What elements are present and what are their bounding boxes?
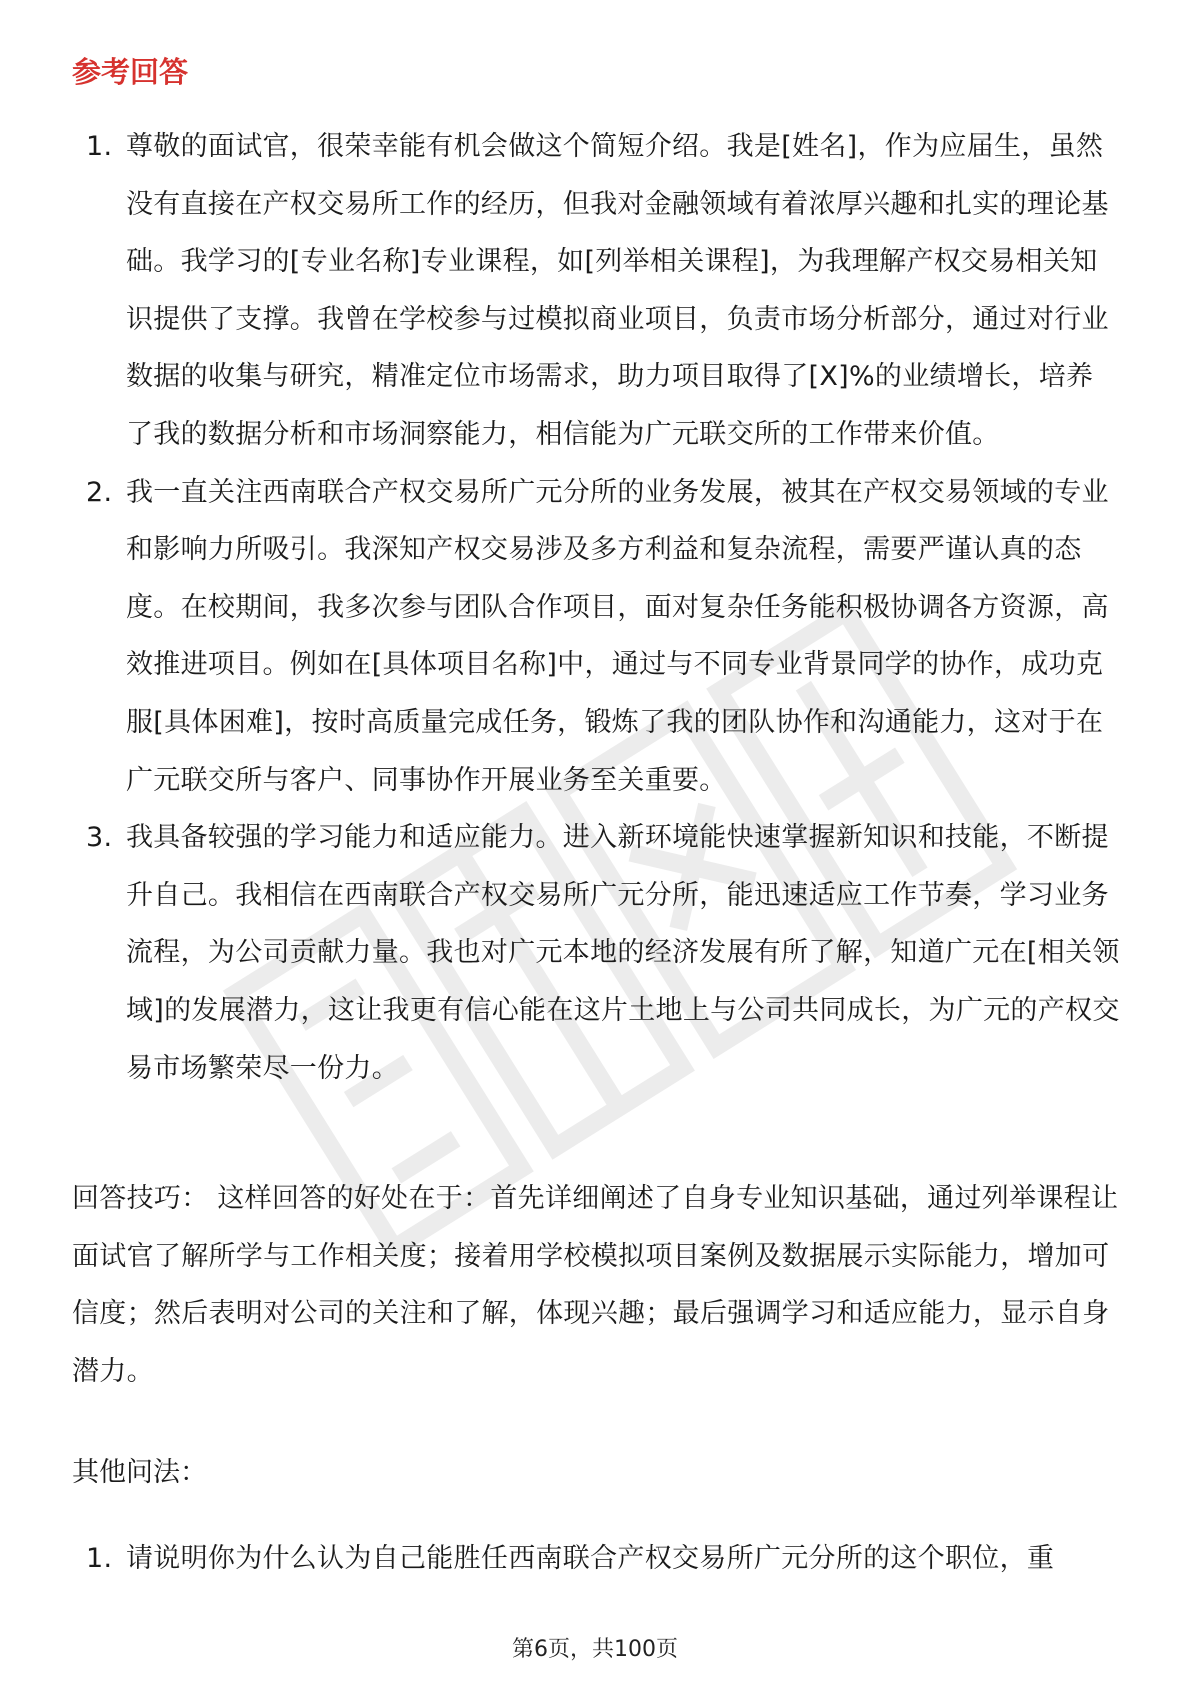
list-item-number: 1.: [86, 131, 113, 162]
list-item-text: 我一直关注西南联合产权交易所广元分所的业务发展，被其在产权交易领域的专业和影响力所吸引。我深知产权交易涉及多方利益和复杂流程，需要严谨认真的态度。在校期间，我多次参与团队合作项目，面对复杂任务能积极协调各方资源，高效推进项目。例如在[具体项目名称]中，通过与不同专业背景同学的协作，成功克服[具体困难]，按时高质量完成任务，锻炼了我的团队协作和沟通能力，这对于在广元联交所与客户、同事协作开展业务至关重要。: [126, 476, 1109, 796]
list-item-number: 1.: [86, 1543, 113, 1574]
list-item: [72, 809, 1120, 1097]
section-heading: 参考回答: [72, 55, 189, 89]
list-item-text: 我具备较强的学习能力和适应能力。进入新环境能快速掌握新知识和技能，不断提升自己。我相信在西南联合产权交易所广元分所，能迅速适应工作节奏，学习业务流程，为公司贡献力量。我也对广元本地的经济发展有所了解，知道广元在[相关领域]的发展潜力，这让我更有信心能在这片土地上与公司共同成长，为广元的产权交易市场繁荣尽一份力。: [126, 822, 1120, 1084]
list-item: [72, 118, 1120, 464]
page-footer: 第6页，共100页: [512, 1637, 678, 1662]
other-questions-label: 其他问法：: [72, 1457, 207, 1488]
answer-list: [72, 118, 1120, 1097]
list-item-text: 请说明你为什么认为自己能胜任西南联合产权交易所广元分所的这个职位，重: [126, 1543, 1055, 1574]
list-item-number: 3.: [86, 822, 113, 854]
list-item: [72, 1530, 1120, 1588]
list-item-text: 尊敬的面试官，很荣幸能有机会做这个简短介绍。我是[姓名]，作为应届生，虽然没有直接在产权交易所工作的经历，但我对金融领域有着浓厚兴趣和扎实的理论基础。我学习的[专业名称]专业课程，如[列举相关课程]，为我理解产权交易相关知识提供了支撑。我曾在学校参与过模拟商业项目，负责市场分析部分，通过对行业数据的收集与研究，精准定位市场需求，助力项目取得了[X]%的业绩增长，培养了我的数据分析和市场洞察能力，相信能为广元联交所的工作带来价值。: [126, 131, 1109, 450]
list-item: [72, 464, 1120, 810]
other-questions-list: [72, 1530, 1120, 1588]
answer-tip-paragraph: 回答技巧： 这样回答的好处在于：首先详细阐述了自身专业知识基础，通过列举课程让面试官了解所学与工作相关度；接着用学校模拟项目案例及数据展示实际能力，增加可信度；然后表明对公司的关注和了解，体现兴趣；最后强调学习和适应能力，显示自身潜力。: [72, 1183, 1119, 1387]
list-item-number: 2.: [86, 476, 113, 508]
